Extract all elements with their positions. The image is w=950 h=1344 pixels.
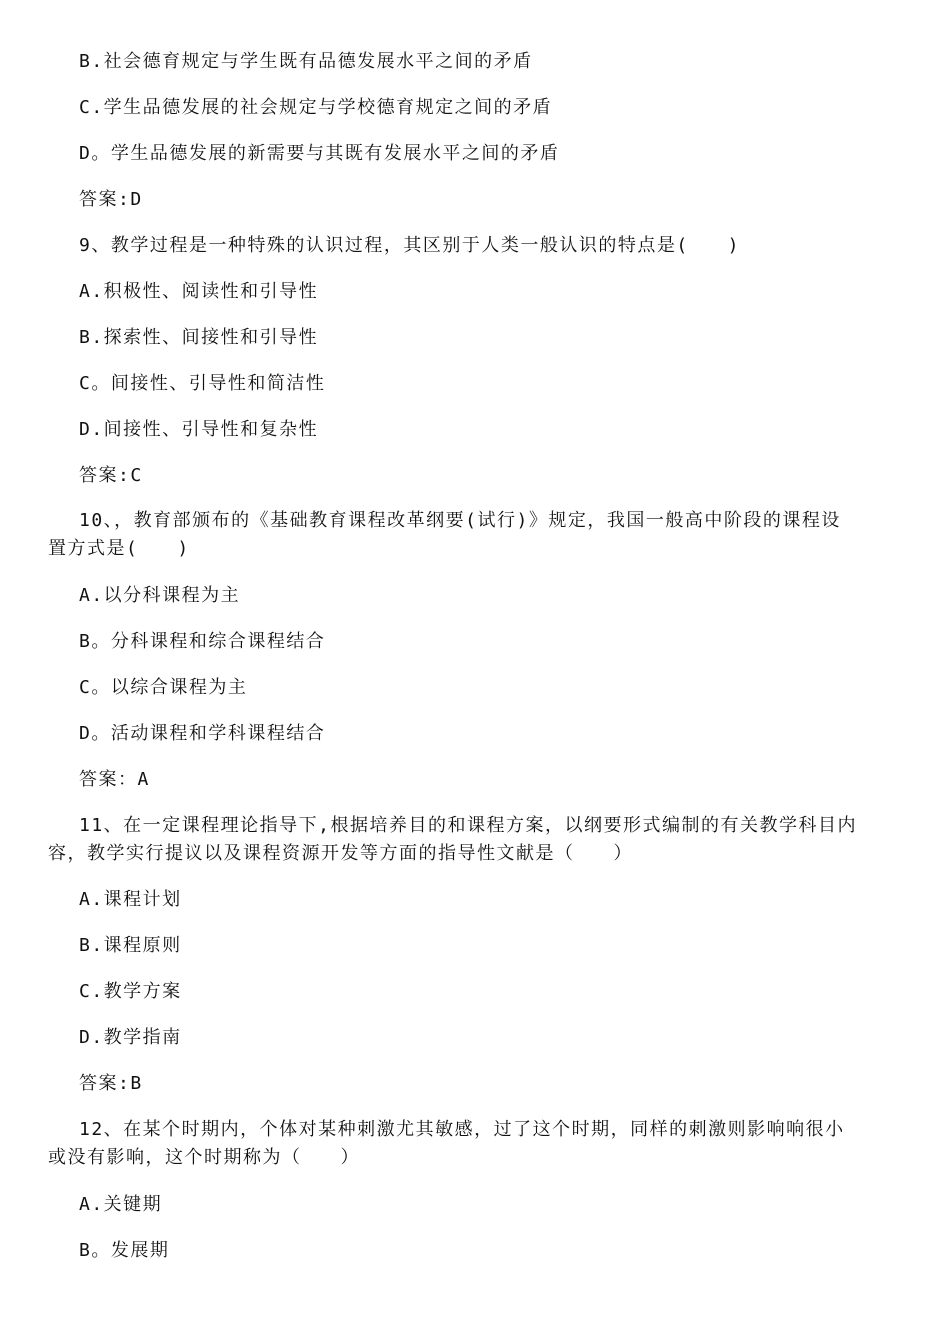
- q9-option-d: D.间接性、引导性和复杂性: [79, 419, 319, 440]
- q8-option-c: C.学生品德发展的社会规定与学校德育规定之间的矛盾: [79, 97, 553, 118]
- q9-option-c: C。间接性、引导性和简洁性: [79, 373, 326, 394]
- q11-option-a: A.课程计划: [79, 889, 182, 910]
- q10-option-c: C。以综合课程为主: [79, 677, 248, 698]
- q12-stem-line2: 或没有影响，这个时期称为（ ）: [48, 1147, 360, 1168]
- q10-option-a: A.以分科课程为主: [79, 585, 241, 606]
- q8-option-d: D。学生品德发展的新需要与其既有发展水平之间的矛盾: [79, 143, 560, 164]
- q11-option-c: C.教学方案: [79, 981, 182, 1002]
- q12-option-b: B。发展期: [79, 1240, 170, 1261]
- q9-answer: 答案:C: [79, 465, 143, 486]
- q8-answer: 答案:D: [79, 189, 143, 210]
- q11-option-d: D.教学指南: [79, 1027, 182, 1048]
- q9-stem: 9、教学过程是一种特殊的认识过程，其区别于人类一般认识的特点是( ): [79, 235, 741, 256]
- q11-stem-line2: 容，教学实行提议以及课程资源开发等方面的指导性文献是（ ）: [48, 843, 633, 864]
- q9-option-a: A.积极性、阅读性和引导性: [79, 281, 319, 302]
- q11-option-b: B.课程原则: [79, 935, 182, 956]
- q10-option-b: B。分科课程和综合课程结合: [79, 631, 326, 652]
- q8-option-b: B.社会德育规定与学生既有品德发展水平之间的矛盾: [79, 51, 533, 72]
- q12-option-a: A.关键期: [79, 1194, 163, 1215]
- q11-answer: 答案:B: [79, 1073, 143, 1094]
- q10-answer: 答案：A: [79, 769, 150, 790]
- q10-stem-line1: 10、，教育部颁布的《基础教育课程改革纲要(试行)》规定，我国一般高中阶段的课程设: [79, 510, 841, 531]
- q10-option-d: D。活动课程和学科课程结合: [79, 723, 326, 744]
- q9-option-b: B.探索性、间接性和引导性: [79, 327, 319, 348]
- q12-stem-line1: 12、在某个时期内，个体对某种刺激尤其敏感，过了这个时期，同样的刺激则影响响很小: [79, 1119, 845, 1140]
- q11-stem-line1: 11、在一定课程理论指导下,根据培养目的和课程方案，以纲要形式编制的有关教学科目内: [79, 815, 858, 836]
- q10-stem-line2: 置方式是( ): [48, 538, 190, 559]
